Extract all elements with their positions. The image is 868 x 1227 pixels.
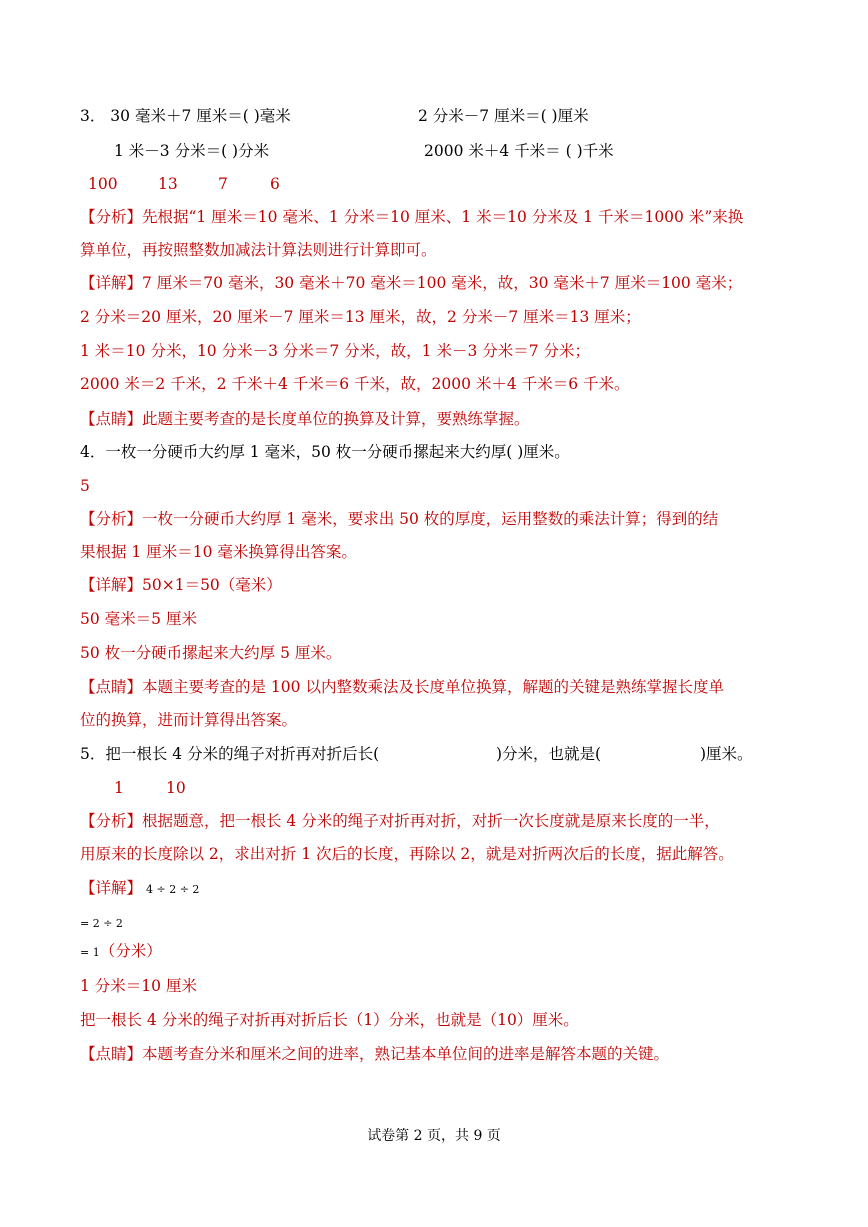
- q3-analysis-line1: 【分析】先根据“1 厘米＝10 毫米、1 分米＝10 厘米、1 米＝10 分米及 1 千米＝1000 米”来换: [80, 208, 744, 226]
- q5-answer-2: 10: [166, 779, 186, 797]
- q5-question-part1: 5．把一根长 4 分米的绳子对折再对折后长(: [80, 745, 380, 763]
- q3-detail-line3: 1 米＝10 分米，10 分米－3 分米＝7 分米，故，1 米－3 分米＝7 分米；: [80, 342, 591, 360]
- q5-math-step3: [80, 941, 162, 963]
- q5-detail-label: 【详解】: [80, 879, 143, 897]
- q5-math-step1: 4 ÷ 2 ÷ 2: [146, 883, 200, 896]
- q3-answer-2: 13: [158, 175, 178, 193]
- q4-comment-line1: 【点睛】本题主要考查的是 100 以内整数乘法及长度单位换算，解题的关键是熟练掌握长度单: [80, 678, 724, 696]
- q5-question: [0, 744, 868, 764]
- q4-analysis-line2: 果根据 1 厘米＝10 毫米换算得出答案。: [80, 543, 357, 561]
- q5-math-step2: = 2 ÷ 2: [80, 917, 123, 930]
- q4-answer: 5: [80, 477, 90, 495]
- q3-comment: 【点睛】此题主要考查的是长度单位的换算及计算，要熟练掌握。: [80, 410, 530, 428]
- q3-answer-4: 6: [270, 175, 280, 193]
- q3-detail-line4: 2000 米＝2 千米，2 千米＋4 千米＝6 千米，故，2000 米＋4 千米＝6 千米。: [80, 375, 630, 393]
- q5-answer-1: 1: [114, 779, 124, 797]
- q3-analysis-line2: 算单位，再按照整数加减法计算法则进行计算即可。: [80, 241, 437, 259]
- q3-line1-right: 2 分米－7 厘米＝( )厘米: [418, 107, 589, 125]
- q3-answer-3: 7: [218, 175, 228, 193]
- q5-question-part3: )厘米。: [700, 745, 753, 763]
- q4-detail-line1: 【详解】50×1＝50（毫米）: [80, 576, 282, 594]
- q3-line2-left: 1 米－3 分米＝( )分米: [114, 142, 270, 160]
- q3-detail-line2: 2 分米＝20 厘米，20 厘米－7 厘米＝13 厘米，故，2 分米－7 厘米＝13 厘米；: [80, 308, 641, 326]
- q4-comment-line2: 位的换算，进而计算得出答案。: [80, 711, 298, 729]
- q3-detail-line1: 【详解】7 厘米＝70 毫米，30 毫米＋70 毫米＝100 毫米，故，30 毫米＋7 厘米＝100 毫米；: [80, 274, 743, 292]
- q3-line2-right: 2000 米＋4 千米＝ ( )千米: [424, 142, 614, 160]
- q5-detail-line2: 把一根长 4 分米的绳子对折再对折后长（1）分米，也就是（10）厘米。: [80, 1011, 579, 1029]
- q5-math-result: = 1: [80, 946, 100, 959]
- q5-detail-line1: 1 分米＝10 厘米: [80, 977, 197, 995]
- q4-detail-line2: 50 毫米＝5 厘米: [80, 610, 197, 628]
- q5-analysis-line2: 用原来的长度除以 2，求出对折 1 次后的长度，再除以 2，就是对折两次后的长度，据此解答。: [80, 845, 734, 863]
- q3-answer-1: 100: [88, 175, 118, 193]
- q5-detail-first-line: [80, 878, 199, 900]
- q4-analysis-line1: 【分析】一枚一分硬币大约厚 1 毫米，要求出 50 枚的厚度，运用整数的乘法计算；得到的结: [80, 510, 719, 528]
- q5-analysis-line1: 【分析】根据题意，把一根长 4 分米的绳子对折再对折，对折一次长度就是原来长度的一半，: [80, 812, 720, 830]
- q3-line1-left: 3． 30 毫米＋7 厘米＝( )毫米: [80, 107, 291, 125]
- q5-question-part2: )分米，也就是(: [496, 745, 602, 763]
- q5-comment: 【点睛】本题考查分米和厘米之间的进率，熟记基本单位间的进率是解答本题的关键。: [80, 1045, 670, 1063]
- q4-question: 4．一枚一分硬币大约厚 1 毫米，50 枚一分硬币摞起来大约厚( )厘米。: [80, 443, 570, 461]
- page-footer: 试卷第 2 页，共 9 页: [367, 1128, 501, 1144]
- q4-detail-line3: 50 枚一分硬币摞起来大约厚 5 厘米。: [80, 644, 342, 662]
- q5-math-unit: （分米）: [99, 942, 162, 960]
